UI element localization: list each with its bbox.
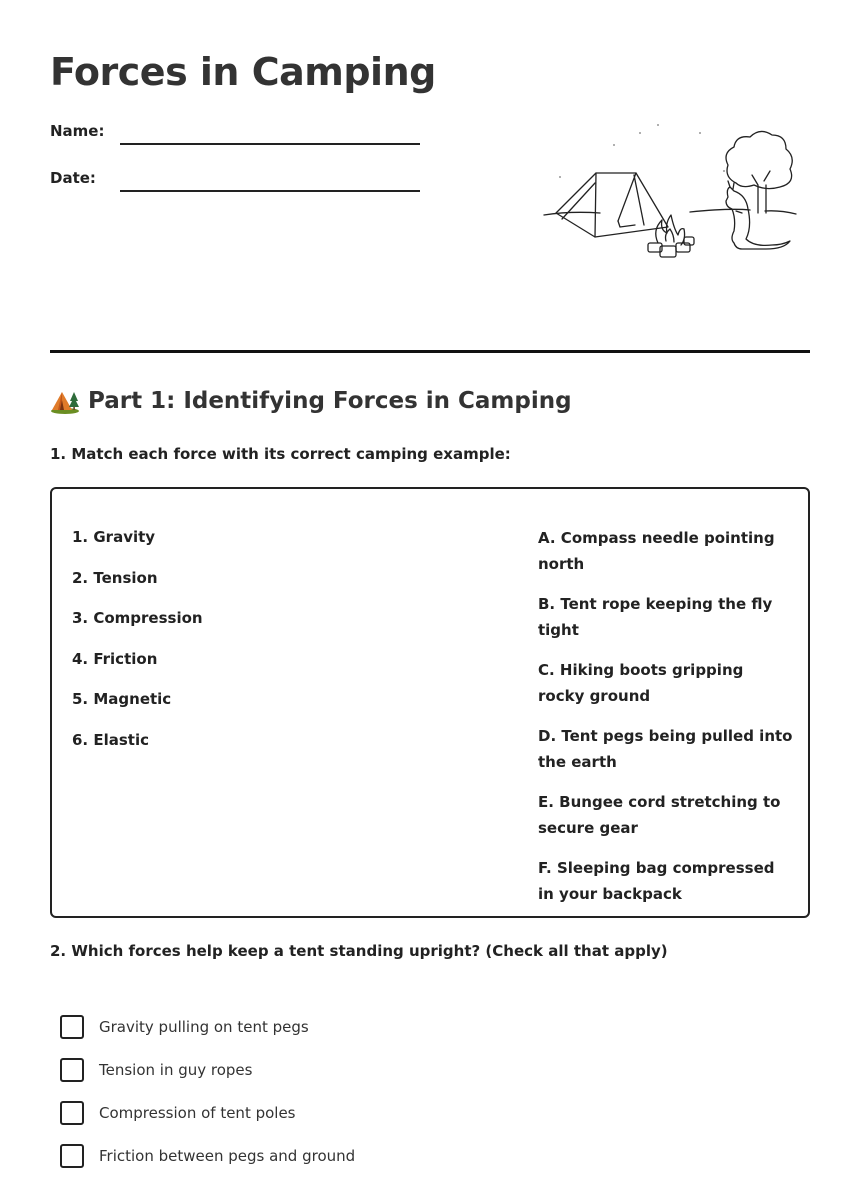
name-field[interactable] [120, 143, 420, 145]
matching-box [50, 487, 810, 918]
checkbox-option [60, 1091, 355, 1134]
force-item: 1. Gravity [72, 528, 156, 546]
checkbox-label: Gravity pulling on tent pegs [99, 1017, 309, 1036]
example-item: B. Tent rope keeping the fly tight [538, 595, 773, 639]
checkbox-option [60, 1048, 355, 1091]
date-field[interactable] [120, 190, 420, 192]
checkbox[interactable] [60, 1101, 84, 1125]
camping-tent-icon [50, 388, 80, 414]
checkbox[interactable] [60, 1058, 84, 1082]
section-title-text: Part 1: Identifying Forces in Camping [88, 388, 572, 414]
name-label: Name: [50, 122, 105, 140]
checkbox[interactable] [60, 1144, 84, 1168]
example-item: D. Tent pegs being pulled into the earth [538, 727, 793, 771]
example-item: E. Bungee cord stretching to secure gear [538, 793, 781, 837]
checkbox-list [60, 1005, 355, 1177]
example-list [538, 525, 794, 921]
example-item: A. Compass needle pointing north [538, 529, 775, 573]
camping-scene-icon [540, 115, 800, 265]
force-item: 2. Tension [72, 568, 158, 587]
force-item: 3. Compression [72, 609, 203, 628]
date-label: Date: [50, 169, 96, 187]
example-item: F. Sleeping bag compressed in your backpack [538, 859, 775, 903]
checkbox-label: Friction between pegs and ground [99, 1146, 356, 1165]
force-item: 6. Elastic [72, 730, 149, 749]
section-divider [50, 350, 810, 353]
checkbox-label: Tension in guy ropes [99, 1060, 253, 1079]
force-item: 5. Magnetic [72, 690, 172, 709]
section-title [50, 388, 572, 414]
question-1-prompt: 1. Match each force with its correct camping example: [50, 445, 511, 463]
checkbox-option [60, 1134, 355, 1177]
question-2-prompt: 2. Which forces help keep a tent standing upright? (Check all that apply) [50, 942, 668, 960]
page-title: Forces in Camping [50, 50, 436, 94]
checkbox-label: Compression of tent poles [99, 1103, 296, 1122]
checkbox[interactable] [60, 1015, 84, 1039]
example-item: C. Hiking boots gripping rocky ground [538, 661, 744, 705]
force-item: 4. Friction [72, 649, 158, 668]
force-list [72, 525, 203, 769]
checkbox-option [60, 1005, 355, 1048]
